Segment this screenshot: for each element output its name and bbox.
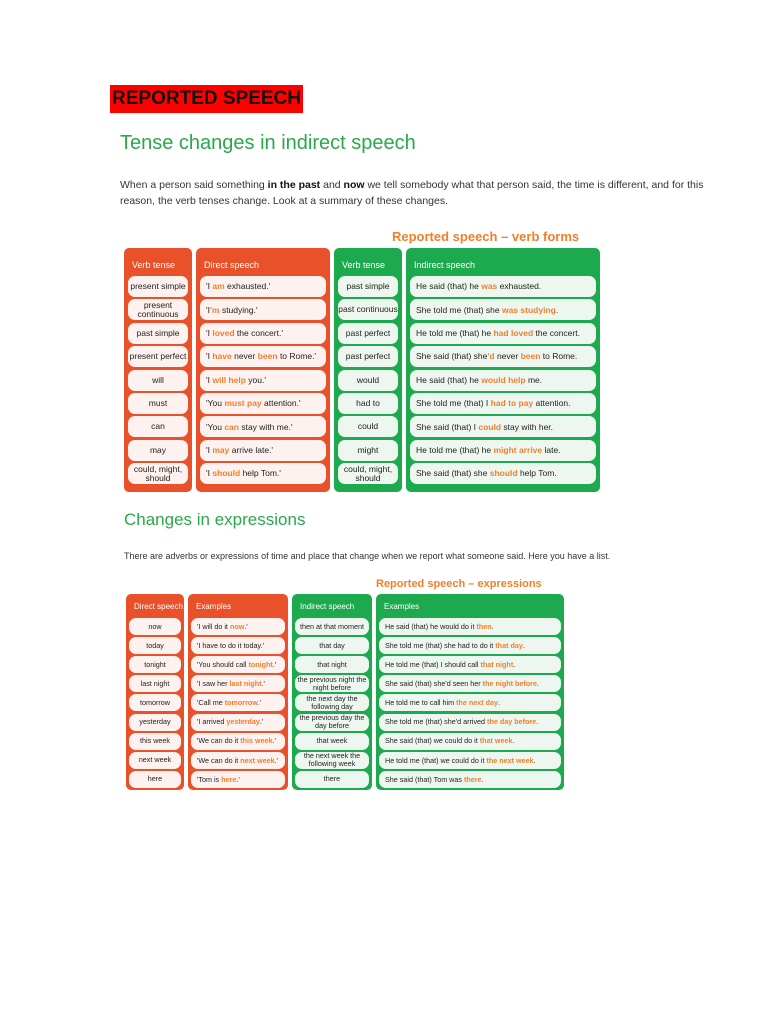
tense-cell: the previous night the night before [295, 675, 369, 692]
tense-cell: present continuous [128, 299, 188, 320]
tense-cell: must [128, 393, 188, 414]
column-header: Examples [196, 602, 232, 611]
example-text: attention. [533, 398, 571, 409]
column-header: Examples [384, 602, 420, 611]
highlighted-word: can [224, 421, 239, 432]
highlighted-word: here [221, 774, 237, 784]
example-cell [200, 276, 326, 297]
example-cell [379, 714, 561, 731]
column-header: Indirect speech [300, 602, 355, 611]
tense-cell: past simple [338, 276, 398, 297]
example-text: help Tom.' [240, 468, 281, 479]
highlighted-word: yesterday [226, 717, 260, 727]
example-cell [191, 771, 285, 788]
tense-cell: there [295, 771, 369, 788]
highlighted-word: the day before [487, 717, 537, 727]
tense-cell: the previous day the day before [295, 714, 369, 731]
highlighted-word: the next week [486, 755, 534, 765]
example-text: the concert.' [234, 328, 283, 339]
example-text: .' [272, 736, 276, 746]
example-text: She told me (that) she'd arrived [385, 717, 488, 727]
indirect-speech-column [406, 248, 600, 492]
example-text: .' [272, 660, 277, 670]
example-text: He said (that) he would do it [385, 621, 477, 631]
highlighted-word: am [212, 281, 225, 292]
highlighted-word: had loved [493, 328, 534, 339]
verb-forms-table [124, 248, 604, 492]
tense-cell: would [338, 370, 398, 391]
example-text: He told me (that) he [416, 328, 494, 339]
paragraph-text: and [320, 179, 344, 191]
example-cell [200, 440, 326, 461]
example-text: . [498, 698, 501, 708]
document-title: REPORTED SPEECH [110, 85, 303, 113]
example-text: the concert. [533, 328, 580, 339]
section2-paragraph: There are adverbs or expressions of time and place that change when we report what someone said. Here you have a list. [124, 551, 611, 561]
example-cell [410, 463, 596, 484]
highlighted-word: then [476, 621, 492, 631]
tense-cell: could, might, should [128, 463, 188, 484]
example-text: never [231, 351, 258, 362]
example-cell [379, 675, 561, 692]
example-cell [191, 637, 285, 654]
example-cell [191, 656, 285, 673]
highlighted-word: could [478, 421, 502, 432]
tense-cell: past simple [128, 323, 188, 344]
example-text: . [536, 717, 539, 727]
example-cell [379, 733, 561, 750]
highlighted-word: that day [495, 640, 523, 650]
highlighted-word: had to pay [490, 398, 534, 409]
highlighted-word: last night [229, 679, 262, 689]
tense-cell: present simple [128, 276, 188, 297]
example-text: me. [525, 374, 543, 385]
example-cell [191, 752, 285, 769]
tense-cell: the next day the following day [295, 694, 369, 711]
example-cell [191, 618, 285, 635]
tense-cell: had to [338, 393, 398, 414]
example-text: .' [236, 774, 240, 784]
tense-after-column [292, 594, 372, 790]
example-text: He told me (that) I should call [385, 660, 481, 670]
highlighted-word: may [212, 445, 230, 456]
example-text: . [522, 640, 525, 650]
example-cell [379, 656, 561, 673]
tense-cell: then at that moment [295, 618, 369, 635]
example-text: 'We can do it [197, 755, 241, 765]
example-text: 'We can do it [197, 736, 241, 746]
section1-heading: Tense changes in indirect speech [120, 132, 416, 154]
example-cell [410, 346, 596, 367]
example-text: He told me to call him [385, 698, 457, 708]
example-text: 'Tom is [197, 774, 222, 784]
highlighted-word: the night before [482, 679, 537, 689]
highlighted-word: next week [240, 755, 275, 765]
example-text: to Rome.' [277, 351, 317, 362]
indirect-speech-column [376, 594, 564, 790]
highlighted-word: was [481, 281, 498, 292]
example-text: .' [259, 717, 264, 727]
example-text: . [533, 755, 536, 765]
example-text: She told me (that) I [416, 398, 491, 409]
tense-cell: that week [295, 733, 369, 750]
tense-cell: past perfect [338, 346, 398, 367]
example-text: 'Call me [197, 698, 225, 708]
highlighted-word: should [212, 468, 241, 479]
tense-cell: present perfect [128, 346, 188, 367]
example-text: exhausted.' [224, 281, 271, 292]
tense-cell: now [129, 618, 181, 635]
highlighted-word: the next day [456, 698, 499, 708]
example-cell [379, 618, 561, 635]
tense-cell: yesterday [129, 714, 181, 731]
highlighted-word: 'd [487, 351, 495, 362]
example-cell [379, 694, 561, 711]
example-cell [410, 440, 596, 461]
example-text: He said (that) he [416, 281, 482, 292]
example-text: . [555, 304, 559, 315]
tense-cell: past continuous [338, 299, 398, 320]
example-cell [200, 370, 326, 391]
highlighted-word: should [489, 468, 518, 479]
highlighted-word: would help [481, 374, 526, 385]
highlighted-word: tonight [248, 660, 273, 670]
tense-cell: could, might, should [338, 463, 398, 484]
tense-before-column [124, 248, 192, 492]
emphasis-text: in the past [267, 179, 321, 191]
verb-forms-table-title: Reported speech – verb forms [392, 229, 580, 244]
example-cell [200, 463, 326, 484]
tense-cell: will [128, 370, 188, 391]
paragraph-text: we tell somebody what that person said, the time is different, and for this reason, the verb tenses change. Look at a summary of these changes. [120, 179, 704, 207]
highlighted-word: 'm [209, 304, 220, 315]
tense-before-column [126, 594, 184, 790]
example-text: . [491, 621, 494, 631]
example-text: 'I [206, 281, 213, 292]
highlighted-word: must pay [224, 398, 262, 409]
example-text: 'You [206, 421, 225, 432]
example-cell [191, 733, 285, 750]
example-text: 'I arrived [197, 717, 227, 727]
example-text: .' [257, 698, 262, 708]
highlighted-word: this week [240, 736, 273, 746]
highlighted-word: was studying [502, 304, 556, 315]
column-header: Direct speech [204, 260, 260, 270]
example-text: arrive late.' [229, 445, 274, 456]
tense-after-column [334, 248, 402, 492]
example-text: He told me (that) he [416, 445, 494, 456]
example-text: She said (that) she'd seen her [385, 679, 483, 689]
example-cell [410, 393, 596, 414]
example-cell [200, 299, 326, 320]
direct-speech-column [196, 248, 330, 492]
example-text: She told me (that) she had to do it [385, 640, 496, 650]
example-text: .' [261, 679, 265, 689]
example-cell [191, 714, 285, 731]
example-text: .' [274, 755, 278, 765]
example-text: She said (that) I [416, 421, 479, 432]
column-header: Direct speech [134, 602, 183, 611]
column-header: Verb tense [132, 260, 176, 270]
example-text: help Tom. [517, 468, 557, 479]
column-header: Indirect speech [414, 260, 476, 270]
example-text: you.' [245, 374, 266, 385]
section1-paragraph [120, 177, 732, 209]
example-text: stay with me.' [238, 421, 293, 432]
example-cell [410, 276, 596, 297]
highlighted-word: might arrive [493, 445, 543, 456]
example-text: 'I [206, 468, 213, 479]
tense-cell: this week [129, 733, 181, 750]
example-text: never [494, 351, 521, 362]
example-text: She said (that) Tom was [385, 774, 464, 784]
tense-cell: tonight [129, 656, 181, 673]
example-text: 'I [206, 351, 213, 362]
tense-cell: might [338, 440, 398, 461]
tense-cell: the next week the following week [295, 752, 369, 769]
example-cell [379, 752, 561, 769]
tense-cell: that day [295, 637, 369, 654]
highlighted-word: that night [480, 660, 514, 670]
highlighted-word: have [212, 351, 232, 362]
example-cell [410, 370, 596, 391]
example-text: studying.' [219, 304, 258, 315]
example-text: stay with her. [501, 421, 554, 432]
example-cell [200, 416, 326, 437]
example-cell [200, 323, 326, 344]
example-text: . [536, 679, 539, 689]
example-cell [410, 299, 596, 320]
example-cell [191, 675, 285, 692]
example-cell [200, 393, 326, 414]
highlighted-word: been [257, 351, 278, 362]
tense-cell: could [338, 416, 398, 437]
example-text: She said (that) we could do it [385, 736, 480, 746]
tense-cell: may [128, 440, 188, 461]
example-text: 'I [206, 328, 213, 339]
example-text: 'You should call [197, 660, 249, 670]
tense-cell: next week [129, 752, 181, 769]
tense-cell: can [128, 416, 188, 437]
paragraph-text: When a person said something [120, 179, 268, 191]
example-cell [379, 771, 561, 788]
example-text: 'I saw her [197, 679, 230, 689]
expressions-table [126, 594, 568, 790]
emphasis-text: now [343, 179, 365, 191]
example-text: .' [244, 621, 248, 631]
tense-cell: today [129, 637, 181, 654]
example-text: to Rome. [540, 351, 578, 362]
example-text: 'You [206, 398, 225, 409]
tense-cell: past perfect [338, 323, 398, 344]
highlighted-word: been [520, 351, 541, 362]
example-text: 'I [206, 445, 213, 456]
example-text: attention.' [261, 398, 301, 409]
example-text: exhausted. [497, 281, 542, 292]
highlighted-word: will help [212, 374, 246, 385]
example-cell [410, 323, 596, 344]
example-text: . [512, 736, 515, 746]
column-header: Verb tense [342, 260, 386, 270]
example-text: 'I [206, 304, 210, 315]
example-cell [200, 346, 326, 367]
highlighted-word: now [229, 621, 245, 631]
example-text: . [481, 774, 484, 784]
highlighted-word: tomorrow [224, 698, 258, 708]
example-text: She said (that) she [416, 351, 488, 362]
example-text: . [513, 660, 516, 670]
example-text: He told me (that) we could do it [385, 755, 487, 765]
tense-cell: here [129, 771, 181, 788]
highlighted-word: that week [479, 736, 513, 746]
section2-heading: Changes in expressions [124, 510, 306, 529]
tense-cell: last night [129, 675, 181, 692]
highlighted-word: there [463, 774, 482, 784]
tense-cell: tomorrow [129, 694, 181, 711]
example-text: He said (that) he [416, 374, 482, 385]
example-text: late. [542, 445, 561, 456]
example-cell [410, 416, 596, 437]
example-text: 'I will do it [197, 621, 230, 631]
example-text: 'I have to do it today.' [197, 640, 264, 650]
example-text: She said (that) she [416, 468, 490, 479]
example-text: She told me (that) she [416, 304, 502, 315]
highlighted-word: loved [212, 328, 235, 339]
tense-cell: that night [295, 656, 369, 673]
example-cell [379, 637, 561, 654]
direct-speech-column [188, 594, 288, 790]
expressions-table-title: Reported speech – expressions [376, 578, 542, 590]
example-text: 'I [206, 374, 213, 385]
example-cell [191, 694, 285, 711]
